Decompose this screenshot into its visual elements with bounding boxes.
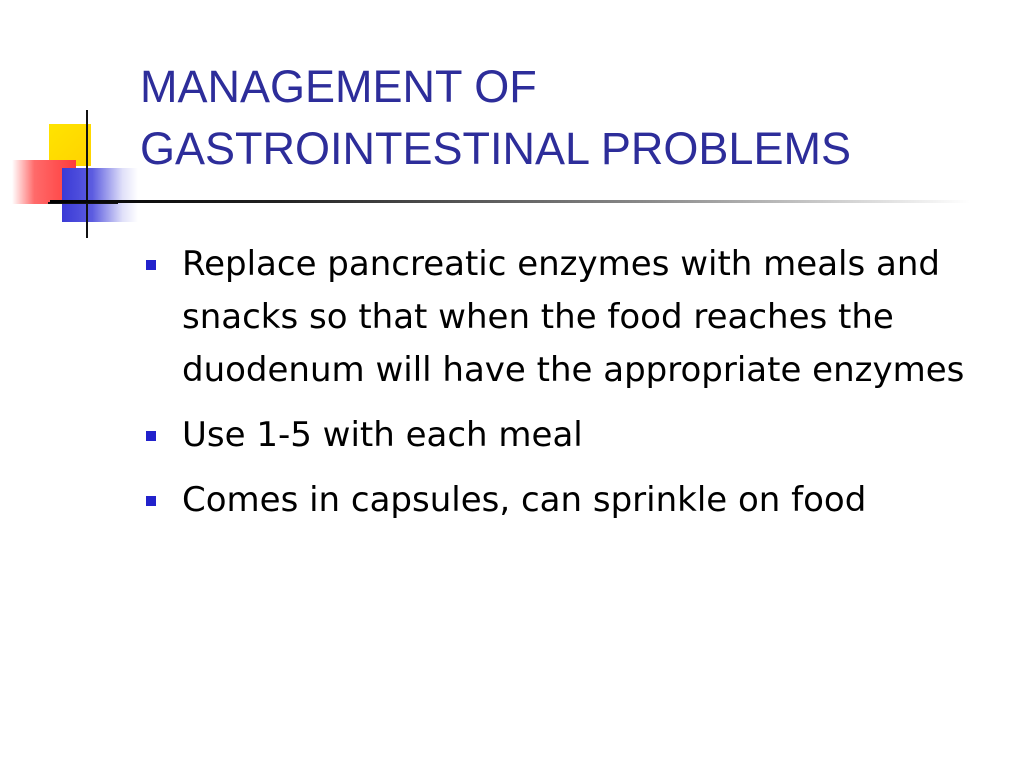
bullet-square-icon (146, 431, 156, 441)
bullet-square-icon (146, 496, 156, 506)
ornament-blue-square (62, 168, 138, 222)
ornament-vertical-line (86, 110, 88, 238)
bullet-square-icon (146, 260, 156, 270)
bullet-item (146, 238, 1006, 397)
bullet-item (146, 474, 1006, 527)
corner-ornament (0, 100, 140, 240)
slide-title (140, 56, 1000, 180)
bullet-text: Use 1-5 with each meal (182, 415, 583, 455)
bullet-item (146, 409, 1006, 462)
slide-title-line-1: MANAGEMENT OF (140, 61, 537, 112)
bullet-list (146, 238, 1006, 539)
bullet-text: Comes in capsules, can sprinkle on food (182, 480, 867, 520)
title-divider (50, 200, 970, 203)
slide-title-line-2: GASTROINTESTINAL PROBLEMS (140, 123, 851, 174)
bullet-text: Replace pancreatic enzymes with meals and snacks so that when the food reaches the duodenum will have the appropriate enzymes (182, 244, 965, 390)
